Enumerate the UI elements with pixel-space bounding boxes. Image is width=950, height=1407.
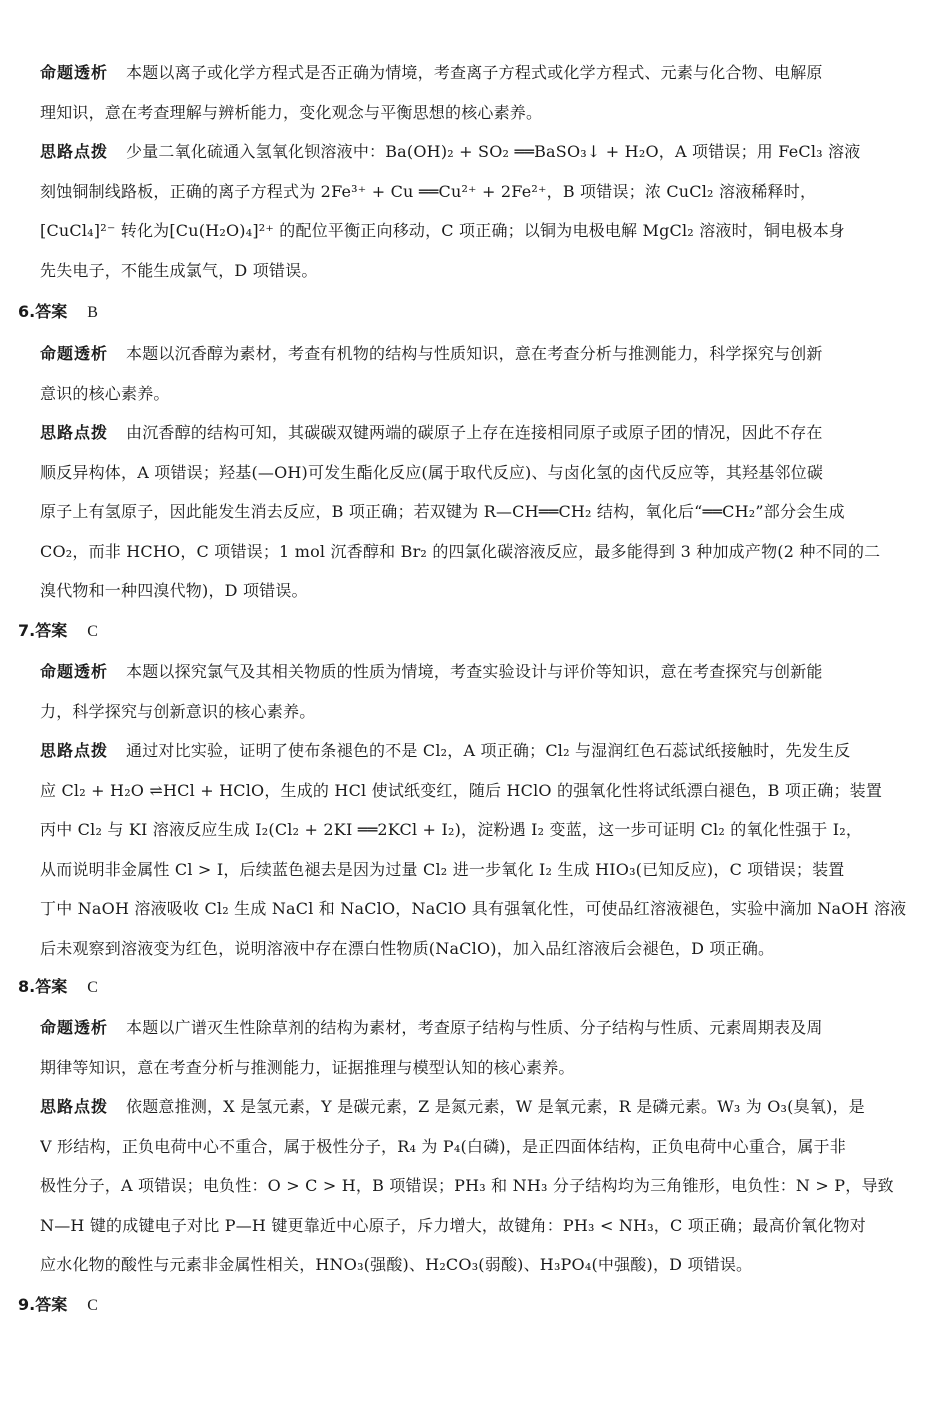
q7-hint-line: 丁中 NaOH 溶液吸收 Cl₂ 生成 NaCl 和 NaClO，NaClO 具有强氧化性，可使品红溶液褪色，实验中滴加 NaOH 溶液: [40, 899, 907, 918]
analysis-text: 本题以广谱灭生性除草剂的结构为素材，考查原子结构与性质、分子结构与性质、元素周期表及周: [126, 1018, 823, 1037]
q8-answer-row: [18, 972, 98, 1003]
q6-hint-line: [40, 413, 930, 453]
hint-label: 思路点拨: [40, 423, 109, 442]
analysis-text: 本题以沉香醇为素材，考查有机物的结构与性质知识，意在考查分析与推测能力，科学探究与创新: [126, 344, 823, 363]
q5-analysis-line: 理知识，意在考查理解与辨析能力，变化观念与平衡思想的核心素养。: [40, 102, 543, 122]
q5-analysis: [40, 53, 930, 132]
hint-text: 通过对比实验，证明了使布条褪色的不是 Cl₂，A 项正确；Cl₂ 与湿润红色石蕊试纸接触时，先发生反: [126, 741, 851, 760]
analysis-text: 本题以探究氯气及其相关物质的性质为情境，考查实验设计与评价等知识，意在考查探究与创新能: [126, 662, 823, 681]
q8-hint-line: N—H 键的成键电子对比 P—H 键更靠近中心原子，斥力增大，故键角：PH₃ < NH₃，C 项正确；最高价氧化物对: [40, 1215, 866, 1235]
analysis-label: 命题透析: [40, 1018, 109, 1037]
q6-answer-row: [18, 297, 98, 328]
q6-analysis: [40, 334, 930, 413]
q8-analysis-line: 期律等知识，意在考查分析与推测能力，证据推理与模型认知的核心素养。: [40, 1057, 575, 1077]
q7-hint-line: 应 Cl₂ + H₂O ⇌HCl + HClO，生成的 HCl 使试纸变红，随后 HClO 的强氧化性将试纸漂白褪色，B 项正确；装置: [40, 780, 883, 800]
answer-value: C: [87, 623, 98, 640]
hint-text: 由沉香醇的结构可知，其碳碳双键两端的碳原子上存在连接相同原子或原子团的情况，因此不存在: [126, 423, 823, 442]
answer-label: 答案: [35, 621, 68, 640]
answer-label: 答案: [35, 302, 68, 321]
answer-value: B: [87, 304, 98, 321]
answer-label: 答案: [35, 977, 68, 996]
answer-value: C: [87, 1297, 98, 1314]
q6-hint-line: 原子上有氢原子，因此能发生消去反应，B 项正确；若双键为 R—CH══CH₂ 结构，氧化后“══CH₂”部分会生成: [40, 502, 845, 521]
answer-label: 答案: [35, 1295, 68, 1314]
question-number: 8.: [18, 977, 36, 996]
q7-analysis-line: [40, 652, 930, 692]
hint-text: 依题意推测，X 是氢元素，Y 是碳元素，Z 是氮元素，W 是氧元素，R 是磷元素。W₃ 为 O₃(臭氧)，是: [126, 1097, 865, 1116]
hint-label: 思路点拨: [40, 142, 109, 161]
q9-answer-row: [18, 1290, 98, 1321]
q8-hint-line: V 形结构，正负电荷中心不重合，属于极性分子，R₄ 为 P₄(白磷)，是正四面体结构，正负电荷中心重合，属于非: [40, 1136, 846, 1156]
q8-hint-line: [40, 1087, 930, 1127]
question-number: 6.: [18, 302, 36, 321]
analysis-text: 本题以离子或化学方程式是否正确为情境，考查离子方程式或化学方程式、元素与化合物、电解原: [126, 63, 823, 82]
q6-hint-line: 溴代物和一种四溴代物)，D 项错误。: [40, 581, 308, 600]
hint-label: 思路点拨: [40, 741, 109, 760]
q7-hint-line: 丙中 Cl₂ 与 KI 溶液反应生成 I₂(Cl₂ + 2KI ══2KCl + I₂)，淀粉遇 I₂ 变蓝，这一步可证明 Cl₂ 的氧化性强于 I₂，: [40, 820, 863, 839]
q7-answer-row: [18, 616, 98, 647]
q5-hint-line: [40, 132, 930, 172]
q5-hint-line: 刻蚀铜制线路板，正确的离子方程式为 2Fe³⁺ + Cu ══Cu²⁺ + 2Fe²⁺，B 项错误；浓 CuCl₂ 溶液稀释时，: [40, 181, 817, 201]
q8-hint-line: 应水化物的酸性与元素非金属性相关，HNO₃(强酸)、H₂CO₃(弱酸)、H₃PO₄(中强酸)，D 项错误。: [40, 1255, 753, 1274]
q5-hint: [40, 132, 930, 290]
q7-analysis-line: 力，科学探究与创新意识的核心素养。: [40, 701, 316, 721]
analysis-label: 命题透析: [40, 63, 109, 82]
analysis-label: 命题透析: [40, 662, 109, 681]
q7-analysis: [40, 652, 930, 731]
q8-analysis-line: [40, 1008, 930, 1048]
q7-hint-line: [40, 731, 930, 771]
q7-hint: [40, 731, 930, 968]
question-number: 7.: [18, 621, 36, 640]
q5-hint-line: 先失电子，不能生成氯气，D 项错误。: [40, 260, 318, 280]
q5-analysis-line: [40, 53, 930, 93]
hint-text: 少量二氧化硫通入氢氧化钡溶液中：Ba(OH)₂ + SO₂ ══BaSO₃↓ + H₂O，A 项错误；用 FeCl₃ 溶液: [126, 142, 861, 161]
q6-analysis-line: 意识的核心素养。: [40, 383, 170, 403]
q6-analysis-line: [40, 334, 930, 374]
q8-hint: [40, 1087, 930, 1285]
q8-hint-line: 极性分子，A 项错误；电负性：O > C > H，B 项错误；PH₃ 和 NH₃ 分子结构均为三角锥形，电负性：N > P，导致: [40, 1176, 894, 1195]
q6-hint-line: CO₂，而非 HCHO，C 项错误；1 mol 沉香醇和 Br₂ 的四氯化碳溶液反应，最多能得到 3 种加成产物(2 种不同的二: [40, 541, 881, 561]
hint-label: 思路点拨: [40, 1097, 109, 1116]
q6-hint: [40, 413, 930, 611]
q7-hint-line: 从而说明非金属性 Cl > I，后续蓝色褪去是因为过量 Cl₂ 进一步氧化 I₂ 生成 HIO₃(已知反应)，C 项错误；装置: [40, 859, 845, 879]
q7-hint-line: 后未观察到溶液变为红色，说明溶液中存在漂白性物质(NaClO)，加入品红溶液后会褪色，D 项正确。: [40, 938, 775, 958]
question-number: 9.: [18, 1295, 36, 1314]
q8-analysis: [40, 1008, 930, 1087]
q5-hint-line: [CuCl₄]²⁻ 转化为[Cu(H₂O)₄]²⁺ 的配位平衡正向移动，C 项正确；以铜为电极电解 MgCl₂ 溶液时，铜电极本身: [40, 221, 846, 240]
analysis-label: 命题透析: [40, 344, 109, 363]
answer-value: C: [87, 979, 98, 996]
q6-hint-line: 顺反异构体，A 项错误；羟基(—OH)可发生酯化反应(属于取代反应)、与卤化氢的卤代反应等，其羟基邻位碳: [40, 462, 824, 482]
